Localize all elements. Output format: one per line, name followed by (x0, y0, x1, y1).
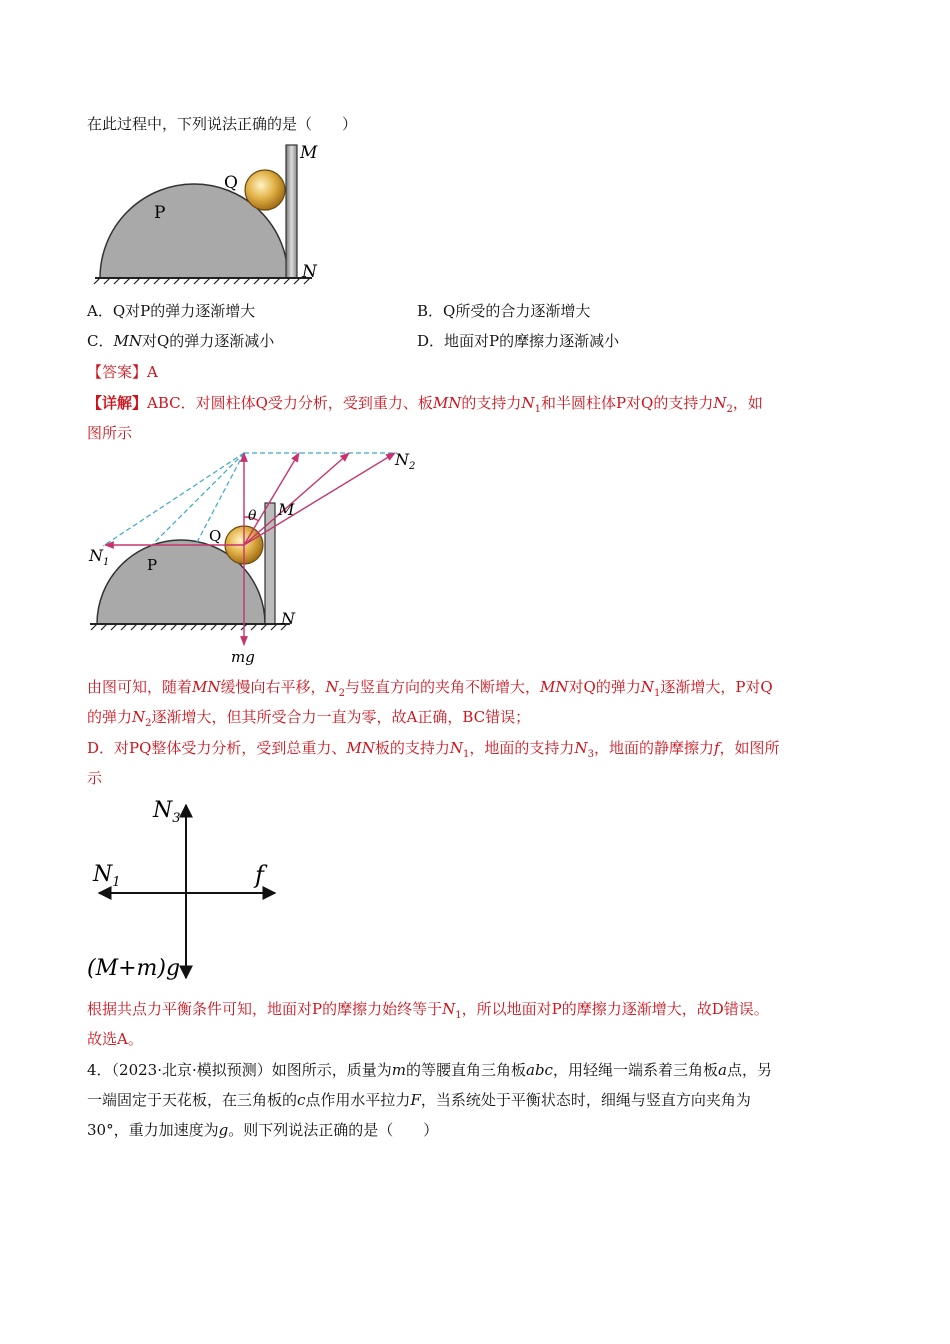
label-n3: $N_3$ (153, 798, 181, 826)
question-4-line-3: 30°，重力加速度为g。则下列说法正确的是（ ） (87, 1121, 439, 1139)
figure-1-semicylinder (90, 140, 330, 285)
label-m: M (300, 143, 318, 163)
label-p: P (147, 556, 158, 574)
label-p: P (154, 203, 166, 223)
para-2-line-2: 示 (87, 769, 103, 787)
label-total-gravity: (M+m)g (87, 956, 181, 981)
label-q: Q (224, 173, 238, 193)
option-a[interactable]: A．Q对P的弹力逐渐增大 (87, 302, 256, 320)
label-n: N (302, 262, 317, 282)
plank-mn (286, 145, 297, 278)
label-n1: $N_1$ (93, 862, 121, 890)
ball-q (245, 170, 285, 210)
option-c[interactable]: C．MN对Q的弹力逐渐减小 (87, 332, 275, 350)
question-4-line-2: 一端固定于天花板，在三角板的c点作用水平拉力F，当系统处于平衡状态时，细绳与竖直方向夹角为 (87, 1091, 751, 1109)
detail-line-2: 图所示 (87, 424, 133, 442)
para-3-line-2: 故选A。 (87, 1030, 143, 1048)
label-n: N (281, 609, 295, 628)
label-f: f (255, 861, 264, 889)
figure-2-force-analysis (85, 445, 425, 670)
plank-mn (265, 503, 275, 624)
detail-line-1: 【详解】ABC．对圆柱体Q受力分析，受到重力、板MN的支持力$N_1$和半圆柱体P对Q的支持力$N_2$，如 (87, 394, 763, 415)
figure-3-whole-body-forces (85, 793, 295, 988)
para-3-line-1: 根据共点力平衡条件可知，地面对P的摩擦力始终等于$N_1$，所以地面对P的摩擦力逐渐增大，故D错误。 (87, 1000, 769, 1021)
question-4-line-1: 4．（2023·北京·模拟预测）如图所示，质量为m的等腰直角三角板abc，用轻绳一端系着三角板a点，另 (87, 1061, 772, 1079)
option-d[interactable]: D．地面对P的摩擦力逐渐减小 (417, 332, 620, 350)
label-n2: $N_2$ (395, 450, 416, 472)
para-1-line-2: 的弹力$N_2$逐渐增大，但其所受合力一直为零，故A正确，BC错误； (87, 708, 531, 729)
para-1-line-1: 由图可知，随着MN缓慢向右平移，$N_2$与竖直方向的夹角不断增大，MN对Q的弹力$N_1$逐渐增大，P对Q (87, 678, 773, 699)
label-theta: θ (248, 508, 257, 524)
label-m: M (278, 500, 295, 519)
label-q: Q (209, 527, 222, 545)
para-2-line-1: D．对PQ整体受力分析，受到总重力、MN板的支持力$N_1$，地面的支持力$N_3$，地面的静摩擦力f，如图所 (87, 739, 780, 760)
option-b[interactable]: B．Q所受的合力逐渐增大 (417, 302, 591, 320)
answer: 【答案】A (87, 363, 158, 381)
label-n1: $N_1$ (89, 546, 110, 568)
question-intro: 在此过程中，下列说法正确的是（ ） (87, 115, 358, 133)
label-mg: mg (231, 648, 255, 666)
